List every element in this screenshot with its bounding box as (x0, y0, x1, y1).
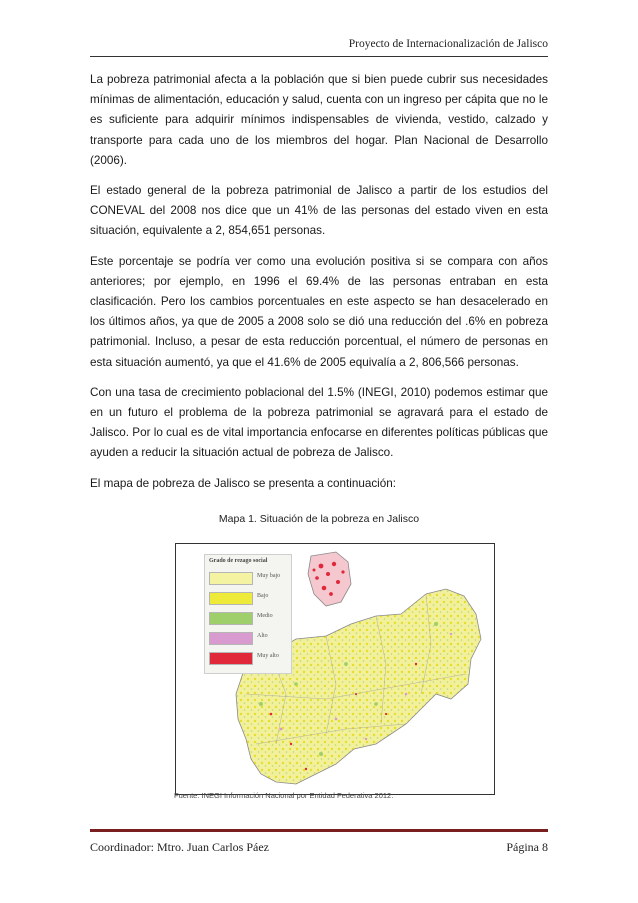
map-legend (204, 554, 292, 674)
legend-swatch (209, 612, 253, 625)
figure-caption: Mapa 1. Situación de la pobreza en Jalisco (218, 513, 420, 525)
legend-label: Bajo (257, 593, 269, 599)
legend-swatch (209, 592, 253, 605)
legend-item (209, 592, 289, 604)
legend-label: Alto (257, 633, 268, 639)
legend-label: Medio (257, 613, 273, 619)
page-number: Página 8 (506, 840, 548, 854)
legend-swatch (209, 632, 253, 645)
footer-coordinator: Coordinador: Mtro. Juan Carlos Páez (90, 840, 269, 854)
paragraph: Con una tasa de crecimiento poblacional del 1.5% (INEGI, 2010) podemos estimar que en un futuro el problema de la pobreza patrimonial se agravará para el estado de Jalisco. Por lo cual es de vital importancia enfocarse en diferentes políticas públicas que ayuden a reducir la situación actual de pobreza de Jalisco. (90, 385, 548, 460)
legend-item (209, 632, 289, 644)
legend-label: Muy alto (257, 653, 279, 659)
legend-label: Muy bajo (257, 573, 281, 579)
legend-swatch (209, 652, 253, 665)
header-divider (90, 56, 548, 57)
legend-item (209, 572, 289, 584)
figure-source: Fuente: INEGI Información Nacional por Entidad Federativa 2012. (174, 791, 394, 800)
legend-item (209, 612, 289, 624)
paragraph: La pobreza patrimonial afecta a la población que si bien puede cubrir sus necesidades mínimas de alimentación, educación y salud, cuenta con un ingreso per cápita que no le es suficiente para adquirir mínimos indispensables de vivienda, vestido, calzado y transporte para cada uno de los miembros del hogar. Plan Nacional de Desarrollo (2006). (90, 73, 548, 167)
legend-title: Grado de rezago social (209, 558, 268, 564)
paragraph: Este porcentaje se podría ver como una evolución positiva si se compara con años anteriores; por ejemplo, en 1996 el 69.4% de las personas entraban en esta clasificación. Pero los cambios porcentuales en este aspecto se han desacelerado en los últimos años, ya que de 2005 a 2008 solo se dió una reducción del .6% en pobreza patrimonial. Incluso, a pesar de esta reducción porcentual, el número de personas en esta situación aumentó, ya que el 41.6% de 2005 equivalía a 2, 806,566 personas. (90, 254, 548, 369)
document-body (90, 70, 548, 504)
footer-divider (90, 829, 548, 832)
poverty-map-figure (175, 543, 495, 795)
northern-region-shape (308, 552, 351, 606)
paragraph: El mapa de pobreza de Jalisco se presenta a continuación: (90, 476, 397, 490)
running-header: Proyecto de Internacionalización de Jalisco (348, 38, 548, 50)
legend-item (209, 652, 289, 664)
legend-swatch (209, 572, 253, 585)
paragraph: El estado general de la pobreza patrimonial de Jalisco a partir de los estudios del CONEVAL del 2008 nos dice que un 41% de las personas del estado viven en esta situación, equivalente a 2, 854,651 personas. (90, 184, 548, 238)
